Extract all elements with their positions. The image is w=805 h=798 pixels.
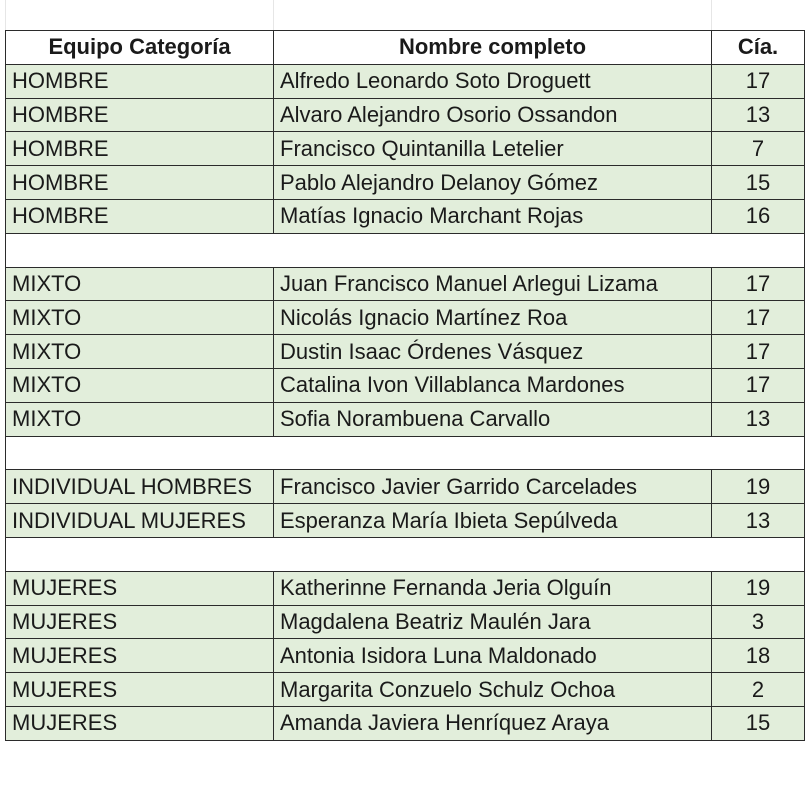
category-cell[interactable]: HOMBRE (6, 132, 274, 166)
name-cell[interactable]: Catalina Ivon Villablanca Mardones (274, 368, 712, 402)
table-row (6, 64, 805, 98)
name-cell[interactable]: Katherinne Fernanda Jeria Olguín (274, 571, 712, 605)
company-cell[interactable]: 17 (712, 301, 805, 335)
empty-cell[interactable] (274, 233, 712, 267)
empty-cell[interactable] (712, 233, 805, 267)
header-row (6, 31, 805, 65)
company-cell[interactable]: 15 (712, 166, 805, 200)
name-cell[interactable]: Alvaro Alejandro Osorio Ossandon (274, 98, 712, 132)
spacer-row (6, 537, 805, 571)
category-cell[interactable]: MIXTO (6, 402, 274, 436)
name-cell[interactable]: Esperanza María Ibieta Sepúlveda (274, 504, 712, 538)
table-row (6, 639, 805, 673)
name-cell[interactable]: Pablo Alejandro Delanoy Gómez (274, 166, 712, 200)
category-cell[interactable]: HOMBRE (6, 166, 274, 200)
name-cell[interactable]: Antonia Isidora Luna Maldonado (274, 639, 712, 673)
table-row (6, 199, 805, 233)
table-row (6, 368, 805, 402)
name-cell[interactable]: Dustin Isaac Órdenes Vásquez (274, 335, 712, 369)
table-row (6, 166, 805, 200)
category-cell[interactable]: MUJERES (6, 706, 274, 740)
category-cell[interactable]: MUJERES (6, 639, 274, 673)
table-row (6, 470, 805, 504)
company-cell[interactable]: 7 (712, 132, 805, 166)
category-cell[interactable]: INDIVIDUAL MUJERES (6, 504, 274, 538)
empty-cell[interactable] (274, 537, 712, 571)
empty-cell[interactable] (274, 436, 712, 470)
table-row (6, 571, 805, 605)
spacer-row (6, 233, 805, 267)
spacer-row (6, 436, 805, 470)
table-body (6, 64, 805, 740)
company-cell[interactable]: 18 (712, 639, 805, 673)
empty-cell[interactable] (6, 436, 274, 470)
table-row (6, 132, 805, 166)
name-cell[interactable]: Francisco Quintanilla Letelier (274, 132, 712, 166)
company-cell[interactable]: 16 (712, 199, 805, 233)
company-cell[interactable]: 15 (712, 706, 805, 740)
name-cell[interactable]: Francisco Javier Garrido Carcelades (274, 470, 712, 504)
company-cell[interactable]: 13 (712, 504, 805, 538)
empty-cell[interactable] (712, 436, 805, 470)
empty-cell[interactable] (6, 537, 274, 571)
header-company[interactable]: Cía. (712, 31, 805, 65)
category-cell[interactable]: HOMBRE (6, 98, 274, 132)
company-cell[interactable]: 17 (712, 64, 805, 98)
name-cell[interactable]: Magdalena Beatriz Maulén Jara (274, 605, 712, 639)
company-cell[interactable]: 2 (712, 673, 805, 707)
table-row (6, 335, 805, 369)
category-cell[interactable]: MUJERES (6, 673, 274, 707)
empty-cell[interactable] (712, 537, 805, 571)
sheet-gridline (273, 0, 274, 30)
company-cell[interactable]: 19 (712, 571, 805, 605)
sheet-gridline (711, 0, 712, 30)
table-row (6, 706, 805, 740)
company-cell[interactable]: 17 (712, 267, 805, 301)
name-cell[interactable]: Juan Francisco Manuel Arlegui Lizama (274, 267, 712, 301)
name-cell[interactable]: Alfredo Leonardo Soto Droguett (274, 64, 712, 98)
category-cell[interactable]: MIXTO (6, 368, 274, 402)
table-row (6, 504, 805, 538)
table-row (6, 402, 805, 436)
name-cell[interactable]: Sofia Norambuena Carvallo (274, 402, 712, 436)
participants-table (5, 30, 805, 741)
company-cell[interactable]: 17 (712, 368, 805, 402)
category-cell[interactable]: MIXTO (6, 301, 274, 335)
category-cell[interactable]: MUJERES (6, 605, 274, 639)
name-cell[interactable]: Nicolás Ignacio Martínez Roa (274, 301, 712, 335)
company-cell[interactable]: 17 (712, 335, 805, 369)
header-name[interactable]: Nombre completo (274, 31, 712, 65)
table-row (6, 267, 805, 301)
name-cell[interactable]: Margarita Conzuelo Schulz Ochoa (274, 673, 712, 707)
category-cell[interactable]: INDIVIDUAL HOMBRES (6, 470, 274, 504)
category-cell[interactable]: MIXTO (6, 335, 274, 369)
name-cell[interactable]: Amanda Javiera Henríquez Araya (274, 706, 712, 740)
category-cell[interactable]: MIXTO (6, 267, 274, 301)
name-cell[interactable]: Matías Ignacio Marchant Rojas (274, 199, 712, 233)
company-cell[interactable]: 3 (712, 605, 805, 639)
category-cell[interactable]: HOMBRE (6, 64, 274, 98)
company-cell[interactable]: 13 (712, 98, 805, 132)
table-row (6, 301, 805, 335)
table-row (6, 605, 805, 639)
table-row (6, 98, 805, 132)
sheet-gridline (5, 0, 6, 30)
company-cell[interactable]: 19 (712, 470, 805, 504)
spreadsheet (5, 30, 804, 741)
empty-cell[interactable] (6, 233, 274, 267)
category-cell[interactable]: HOMBRE (6, 199, 274, 233)
category-cell[interactable]: MUJERES (6, 571, 274, 605)
company-cell[interactable]: 13 (712, 402, 805, 436)
header-category[interactable]: Equipo Categoría (6, 31, 274, 65)
table-row (6, 673, 805, 707)
